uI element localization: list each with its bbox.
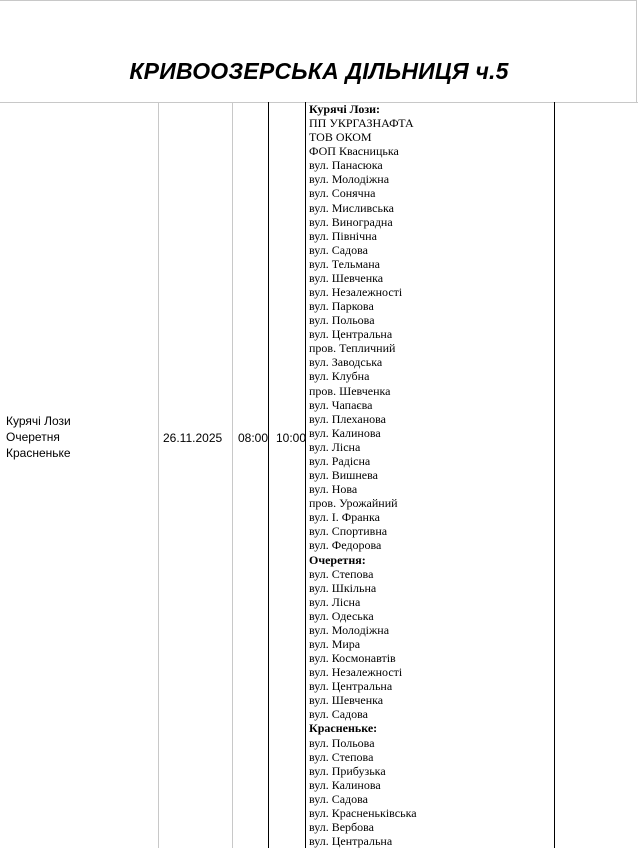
address-line: вул. Клубна [309,369,370,384]
address-line: вул. Шкільна [309,580,377,595]
address-line: вул. Нова [309,482,358,497]
address-line: вул. Польова [309,735,375,750]
page-title: КРИВООЗЕРСЬКА ДІЛЬНИЦЯ ч.5 [129,58,509,84]
address-line: вул. Мисливська [309,200,394,215]
address-line: вул. Шевченка [309,270,384,285]
outage-table [0,102,638,848]
column-divider [554,102,555,848]
address-line: ТОВ ОКОМ [309,130,372,145]
locality-header: Курячі Лози: [309,102,381,116]
address-line: вул. Центральна [309,327,393,342]
address-line: вул. Калинова [309,425,381,440]
address-line: вул. Вербова [309,819,374,834]
address-line: вул. Сонячна [309,186,376,201]
address-line: вул. Прибузька [309,763,386,778]
address-line: пров. Урожайний [309,496,398,511]
address-line: вул. Вишнева [309,468,378,483]
address-line: вул. Степова [309,749,374,764]
top-border [0,0,636,1]
address-line: вул. Спортивна [309,524,388,539]
address-line: вул. Незалежності [309,665,403,680]
address-line: вул. Польова [309,313,375,328]
address-line: вул. Садова [309,707,368,722]
right-border [636,0,637,103]
locality-name: Очеретня [6,430,60,444]
address-line: вул. Садова [309,242,368,257]
address-line: вул. Шевченка [309,693,384,708]
address-line: вул. Тельмана [309,256,380,271]
address-line: вул. Заводська [309,355,383,370]
address-line: ПП УКРГАЗНАФТА [309,116,414,131]
address-line: вул. Молодіжна [309,622,390,637]
address-line: ФОП Квасницька [309,144,399,159]
address-line: вул. Плеханова [309,411,386,426]
address-line: вул. Калинова [309,777,381,792]
address-line: вул. Мира [309,636,361,651]
localities-cell [6,413,71,461]
address-line: вул. Лісна [309,594,361,609]
address-line: вул. Лісна [309,439,361,454]
address-line: вул. Космонавтів [309,651,396,666]
column-divider [268,102,269,848]
column-divider [158,102,159,848]
address-line: вул. Радісна [309,453,371,468]
address-line: вул. Незалежності [309,285,403,300]
address-line: вул. Чапаєва [309,397,373,412]
address-line: вул. Виноградна [309,214,393,229]
address-line: вул. Молодіжна [309,172,390,187]
address-line: вул. Панасюка [309,158,383,173]
date-cell: 26.11.2025 [163,431,223,445]
address-line: вул. Паркова [309,299,374,314]
locality-header: Красненьке: [309,721,378,736]
address-line: вул. І. Франка [309,510,380,525]
locality-name: Красненьке [6,446,71,460]
address-line: вул. Федорова [309,538,382,553]
addresses-cell [309,102,417,848]
column-divider [232,102,233,848]
address-line: вул. Садова [309,791,368,806]
address-line: пров. Тепличний [309,341,396,356]
locality-header: Очеретня: [309,552,366,567]
address-line: вул. Красненьківська [309,805,417,820]
address-line: вул. Північна [309,228,377,243]
locality-name: Курячі Лози [6,414,71,428]
start-time-cell: 08:00 [238,431,269,445]
address-line: вул. Степова [309,566,374,581]
address-line: пров. Шевченка [309,383,391,398]
address-line: вул. Центральна [309,834,393,848]
column-divider [305,102,306,848]
address-line: вул. Одеська [309,608,374,623]
end-time-cell: 10:00 [276,431,307,445]
address-line: вул. Центральна [309,679,393,694]
